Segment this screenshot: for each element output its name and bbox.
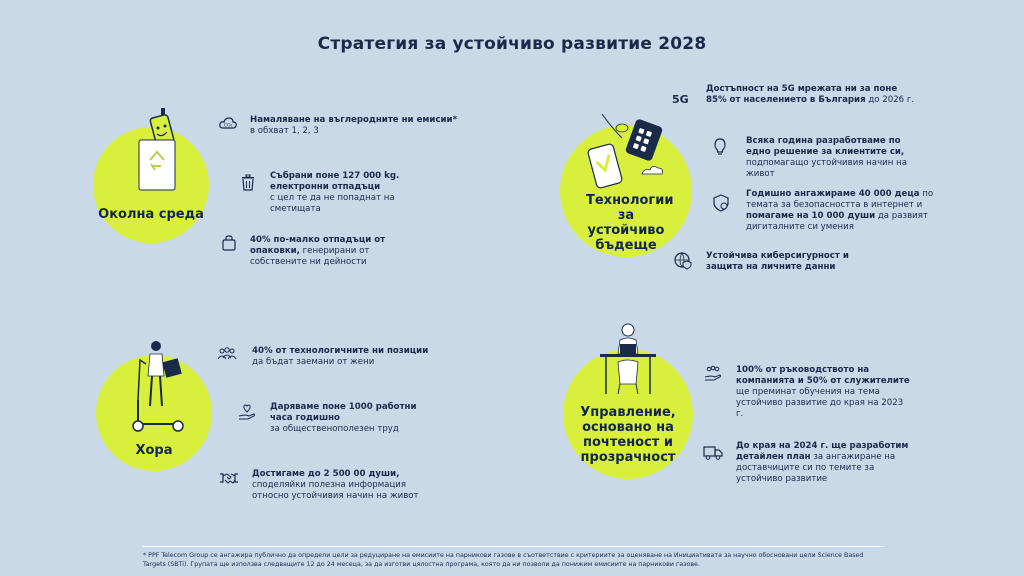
people-item-3-bold: Достигаме до 2 500 00 души, <box>252 469 400 479</box>
env-item-2-text: с цел те да не попаднат на сметищата <box>270 193 395 214</box>
tech-item-2-bold: Всяка година разработваме по едно решение за клиентите си, <box>746 136 905 157</box>
package-icon <box>219 233 239 253</box>
governance-label: Управление, основано на почтеност и прозрачност <box>580 405 676 465</box>
smartwatch-illustration <box>582 108 672 197</box>
people-item-1-text: да бъдат заемани от жени <box>252 357 375 367</box>
gov-item-2-text: за ангажиране на доставчиците си по темите за устойчиво развитие <box>736 452 896 484</box>
env-item-1-bold: Намаляване на въглеродните ни емисии* <box>250 115 458 125</box>
shield-gear-icon <box>711 193 731 213</box>
scooter-woman-illustration <box>126 336 196 440</box>
lightbulb-icon <box>710 137 730 157</box>
laptop-worker-illustration <box>598 322 658 401</box>
tech-item-4-bold: Устойчива киберсигурност и защита на личните данни <box>706 251 849 272</box>
technology-label: Технологии за устойчиво бъдеще <box>586 193 674 253</box>
tech-item-3 <box>746 189 936 233</box>
people-item-2-bold: Даряваме поне 1000 работни часа годишно <box>270 402 417 423</box>
co2-text: CO₂ <box>224 123 233 129</box>
globe-shield-icon <box>673 250 693 270</box>
tech-item-2-text: подпомагащо устойчивия начин на живот <box>746 158 907 179</box>
truck-icon <box>703 442 723 462</box>
tech-item-3-text: по темата за безопасността в интернет и <box>746 189 934 210</box>
gov-item-1-text: ще преминат обучения на тема устойчиво развитие до края на 2023 г. <box>736 387 904 419</box>
gov-item-1 <box>736 365 911 420</box>
environment-label: Околна среда <box>98 207 204 222</box>
gov-item-2 <box>736 441 916 485</box>
people-item-3 <box>252 469 432 502</box>
people-item-2-text: за общественополезен труд <box>270 424 399 434</box>
people-label: Хора <box>135 443 173 458</box>
env-item-1-text: в обхват 1, 2, 3 <box>250 126 319 136</box>
people-group-icon <box>217 344 237 364</box>
tech-item-3-bold: Годишно ангажираме 40 000 деца <box>746 189 920 199</box>
heart-hand-icon <box>237 402 257 422</box>
gov-item-1-bold: 100% от ръководството на компанията и 50% от служителите <box>736 365 910 386</box>
people-item-2 <box>270 402 420 435</box>
env-item-3-text: генерирани от собствените ни дейности <box>250 246 370 267</box>
env-item-1 <box>250 115 460 137</box>
trash-icon <box>238 172 258 192</box>
people-item-1-bold: 40% от технологичните ни позиции <box>252 346 429 356</box>
tech-item-3-text2: да развият дигиталните си умения <box>746 211 928 232</box>
footnote: * PPF Telecom Group се ангажира публично да определи цели за редуциране на емисиите на парникови газове в съответствие с критериите за оценяване на Инициативата за научно обосновани цели Science Based Targets (SBTi). Групата ще използва следващите 12 до 24 месеца, за да изготви цялостна програма, която да ни позволи да понижим емисиите на парникови газове. <box>143 546 883 569</box>
env-item-3-bold: 40% по-малко отпадъци от опаковки, <box>250 235 386 256</box>
tech-item-3-bold2: помагаме на 10 000 души <box>746 211 876 221</box>
tech-item-4 <box>706 251 866 273</box>
tech-item-2 <box>746 136 921 180</box>
hands-people-icon <box>703 364 723 384</box>
recycling-bin-illustration <box>133 104 193 198</box>
co2-cloud-icon <box>218 113 238 133</box>
handshake-icon <box>219 468 239 488</box>
tech-item-1-bold: Достъпност на 5G мрежата ни за поне 85% от населението в България <box>706 84 898 105</box>
page-title: Стратегия за устойчиво развитие 2028 <box>317 34 707 54</box>
people-item-3-text: споделяйки полезна информация относно устойчивия начин на живот <box>252 480 419 501</box>
people-item-1 <box>252 346 442 368</box>
env-item-2-bold: Събрани поне 127 000 kg. електронни отпадъци <box>270 171 400 192</box>
env-item-2 <box>270 171 410 215</box>
env-item-3 <box>250 235 400 268</box>
5g-icon <box>671 88 691 108</box>
tech-item-1-text: до 2026 г. <box>868 95 915 105</box>
gov-item-2-bold: До края на 2024 г. ще разработим детайлен план <box>736 441 909 462</box>
tech-item-1 <box>706 84 916 106</box>
5g-text: 5G <box>672 93 689 106</box>
